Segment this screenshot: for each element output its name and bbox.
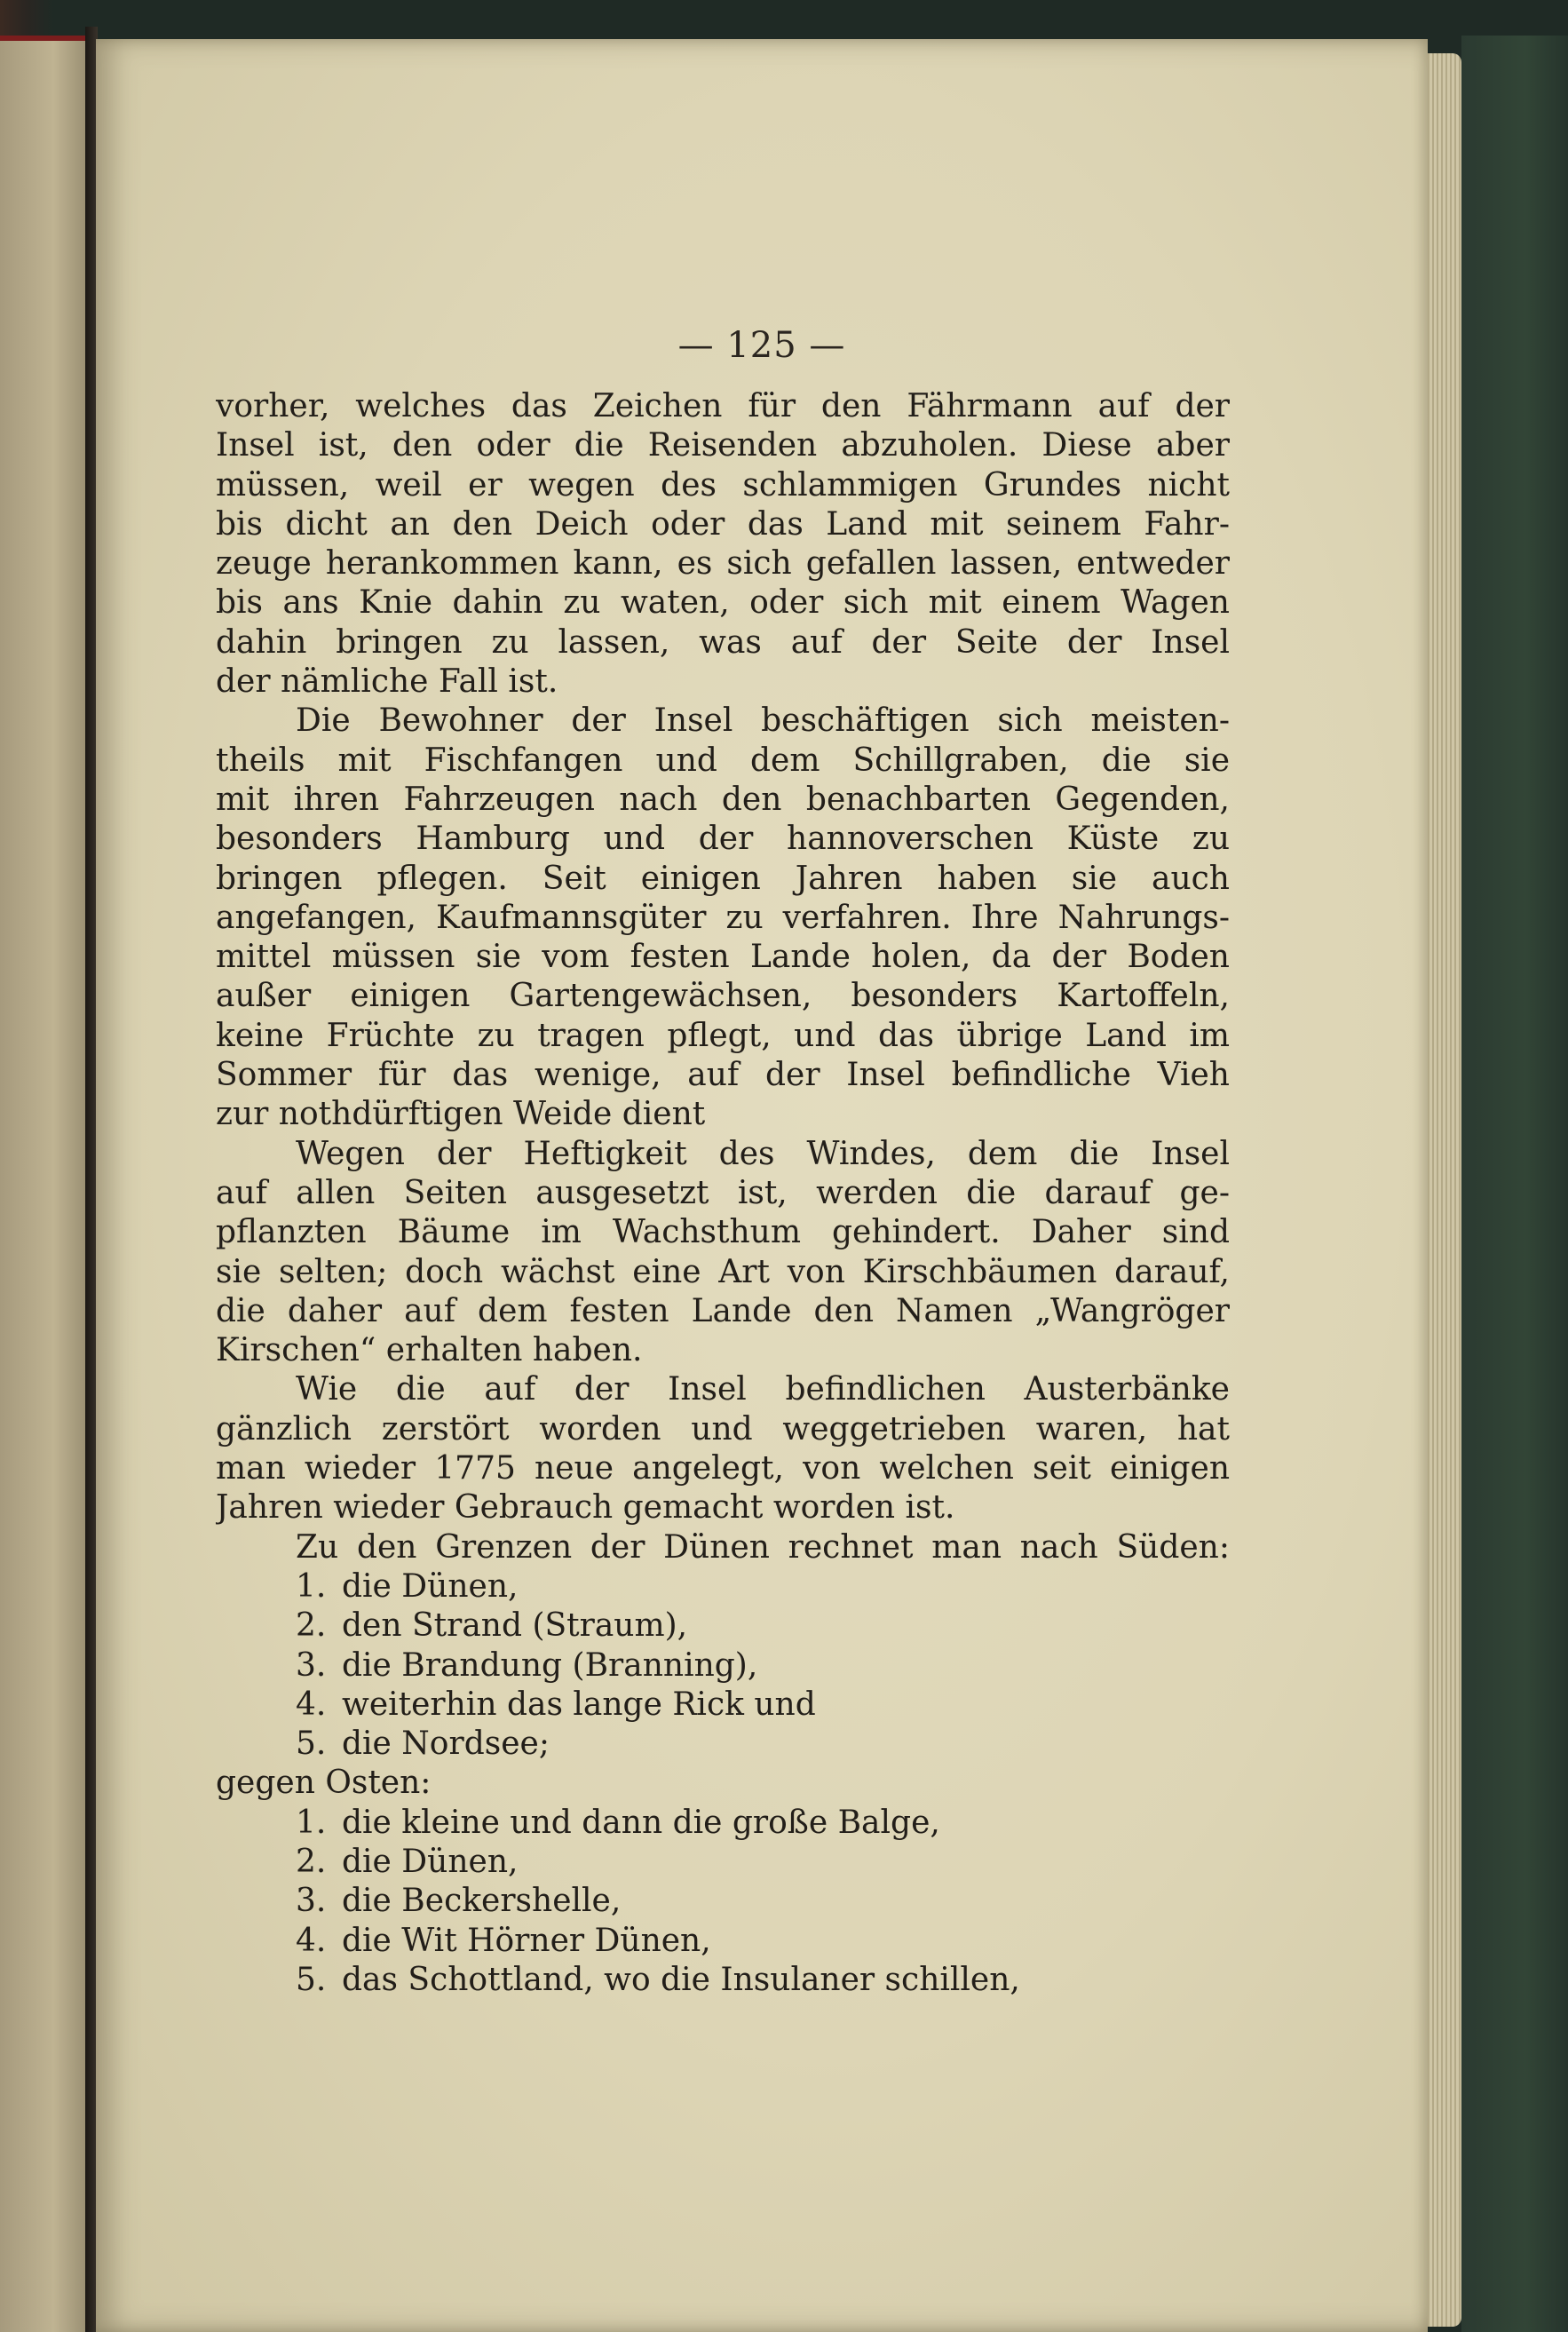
list-number: 1. [296, 1804, 327, 1841]
text-line: man wieder 1775 neue angelegt, von welchen seit einigen [216, 1450, 1230, 1487]
list-text: die Dünen, [342, 1567, 519, 1605]
text-line: Jahren wieder Gebrauch gemacht worden ist. [216, 1489, 955, 1527]
text-line: bringen pflegen. Seit einigen Jahren haben sie auch [216, 860, 1230, 897]
list-item [216, 1725, 1230, 1764]
list-text: weiterhin das lange Rick und [342, 1686, 816, 1723]
text-line: bis ans Knie dahin zu waten, oder sich mit einem Wagen [216, 584, 1230, 622]
text-line: zur nothdürftigen Weide dient [216, 1096, 706, 1133]
page-body [216, 387, 1230, 2000]
list-item [216, 1922, 1230, 1961]
text-line: theils mit Fischfangen und dem Schillgraben, die sie [216, 742, 1230, 779]
list-item [216, 1882, 1230, 1921]
list-text: die Beckershelle, [342, 1883, 622, 1920]
paragraph [216, 702, 1230, 1134]
list-text: die kleine und dann die große Balge, [342, 1804, 940, 1841]
text-line: vorher, welches das Zeichen für den Fährmann auf der [216, 388, 1230, 424]
text-line: Die Bewohner der Insel beschäftigen sich meisten- [296, 702, 1230, 740]
list-number: 3. [296, 1883, 327, 1920]
text-line: dahin bringen zu lassen, was auf der Seite der Insel [216, 623, 1230, 661]
list-item [216, 1686, 1230, 1725]
previous-page-edge [0, 36, 98, 2332]
text-line: pflanzten Bäume im Wachsthum gehindert. Daher sind [216, 1214, 1230, 1251]
text-line: bis dicht an den Deich oder das Land mit seinem Fahr- [216, 505, 1230, 543]
page-number: — 125 — [677, 325, 846, 366]
list-number: 4. [296, 1686, 327, 1723]
paragraph [216, 387, 1230, 702]
list-number: 2. [296, 1843, 327, 1880]
list-item [216, 1567, 1230, 1606]
list-number: 2. [296, 1607, 327, 1645]
list-text: den Strand (Straum), [342, 1607, 688, 1645]
list-text: die Dünen, [342, 1843, 519, 1880]
text-line: Kirschen“ erhalten haben. [216, 1332, 643, 1369]
text-line: zeuge herankommen kann, es sich gefallen lassen, entweder [216, 545, 1230, 583]
list-text: die Brandung (Branning), [342, 1646, 758, 1684]
text-line: Zu den Grenzen der Dünen rechnet man nach Süden: [296, 1528, 1230, 1566]
book-cover [1461, 36, 1568, 2332]
text-line: besonders Hamburg und der hannoverschen Küste zu [216, 821, 1230, 858]
south-boundary-list [216, 1567, 1230, 1764]
list-item [216, 1961, 1230, 2000]
list-item [216, 1843, 1230, 1882]
list-item [216, 1804, 1230, 1843]
list-text: die Wit Hörner Dünen, [342, 1922, 711, 1959]
list-number: 1. [296, 1567, 327, 1605]
book-page [96, 39, 1428, 2332]
east-boundary-list [216, 1804, 1230, 2000]
text-line: angefangen, Kaufmannsgüter zu verfahren. Ihre Nahrungs- [216, 899, 1230, 936]
list-number: 4. [296, 1922, 327, 1959]
paragraph [216, 1528, 1230, 1567]
list-number: 5. [296, 1961, 327, 1998]
text-line: müssen, weil er wegen des schlammigen Grundes nicht [216, 466, 1230, 504]
list-item [216, 1606, 1230, 1646]
text-line: Sommer für das wenige, auf der Insel befindliche Vieh [216, 1057, 1230, 1094]
text-line: auf allen Seiten ausgesetzt ist, werden die darauf ge- [216, 1174, 1230, 1211]
list-text: die Nordsee; [342, 1725, 550, 1763]
text-line: Wegen der Heftigkeit des Windes, dem die Insel [296, 1135, 1230, 1172]
text-line: der nämliche Fall ist. [216, 663, 558, 701]
list-text: das Schottland, wo die Insulaner schillen, [342, 1961, 1020, 1998]
text-line: Insel ist, den oder die Reisenden abzuholen. Diese aber [216, 427, 1230, 464]
list-number: 5. [296, 1725, 327, 1763]
text-line: außer einigen Gartengewächsen, besonders Kartoffeln, [216, 978, 1230, 1015]
paragraph [216, 1135, 1230, 1371]
text-line: keine Früchte zu tragen pflegt, und das übrige Land im [216, 1017, 1230, 1054]
paragraph [216, 1370, 1230, 1527]
text-line: mittel müssen sie vom festen Lande holen, da der Boden [216, 939, 1230, 976]
text-line: Wie die auf der Insel befindlichen Austerbänke [296, 1371, 1230, 1408]
text-line: mit ihren Fahrzeugen nach den benachbarten Gegenden, [216, 781, 1230, 818]
east-heading: gegen Osten: [216, 1765, 432, 1802]
text-line: sie selten; doch wächst eine Art von Kirschbäumen darauf, [216, 1253, 1230, 1290]
list-item [216, 1646, 1230, 1686]
text-line: die daher auf dem festen Lande den Namen „Wangröger [216, 1292, 1230, 1329]
text-line: gänzlich zerstört worden und weggetrieben waren, hat [216, 1410, 1230, 1448]
list-number: 3. [296, 1646, 327, 1684]
